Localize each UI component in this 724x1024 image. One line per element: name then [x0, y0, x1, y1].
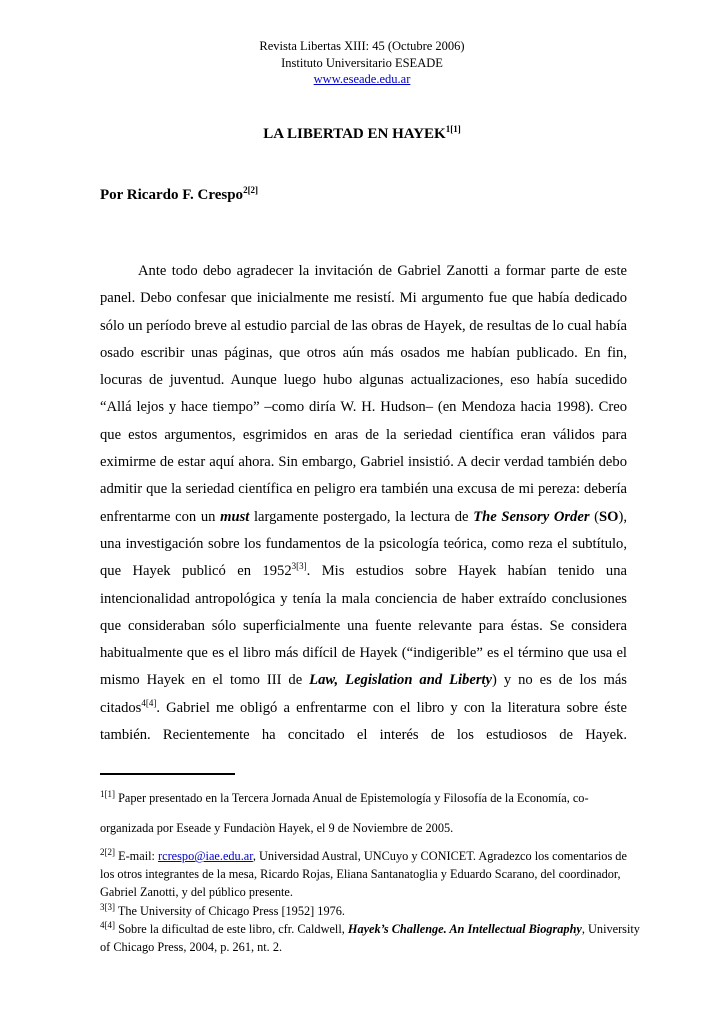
text-segment: ) y no es de los más citados — [100, 672, 627, 716]
text-segment: The University of Chicago Press [1952] 1976. — [115, 903, 345, 918]
text-segment: . Mis estudios sobre Hayek habían tenido una intencionalidad antropológica y tenía la mala conciencia de haber extraído conclusiones que consideraban sólo superficialmente una fuente relevante para éstas. Se considera habitualmente que es el libro más difícil de Hayek (“indigerible” es el término que usa el mismo Hayek en el tomo III de — [100, 563, 627, 689]
footnote-3 — [100, 902, 642, 920]
text-segment: Hayek’s Challenge. An Intellectual Biography — [347, 921, 582, 936]
footnote-2 — [100, 847, 642, 902]
text-segment: E-mail: — [115, 849, 159, 863]
footnote-separator — [100, 773, 235, 775]
footnote-ref: 4[4] — [141, 697, 157, 708]
author-name: Por Ricardo F. Crespo — [100, 187, 244, 203]
text-segment: The Sensory Order — [473, 508, 590, 525]
page-title — [0, 126, 724, 143]
footnote-ref: 3[3] — [291, 561, 307, 572]
footnote-group — [100, 847, 642, 956]
title-footnote-ref: 1[1] — [445, 124, 461, 134]
text-segment: , Universidad Austral, UNCuyo y CONICET. Agradezco los comentarios de los otros integrantes de la mesa, Ricardo Rojas, Eliana Santanatoglia y Eduardo Scarano, del coordinador, Gabriel Zanotti, y del público presente. — [100, 849, 627, 900]
text-segment: . Gabriel me obligó a enfrentarme con el libro y con la literatura sobre éste también. Recientemente ha concitado el interés de los estudiosos de Hayek. — [100, 699, 627, 744]
text-segment: Sobre la dificultad de este libro, cfr. Caldwell, — [115, 921, 348, 936]
email-link[interactable]: rcrespo@iae.edu.ar — [158, 849, 253, 863]
text-segment: must — [220, 508, 250, 525]
footnote-4 — [100, 920, 642, 956]
journal-header — [0, 38, 724, 88]
institute-name: Instituto Universitario ESEADE — [281, 55, 443, 70]
text-segment: Paper presentado en la Tercera Jornada Anual de Epistemología y Filosofía de la Economía, co-organizada por Eseade y Fundaciòn Hayek, el 9 de Noviembre de 2005. — [100, 791, 589, 835]
page-title-text: LA LIBERTAD EN HAYEK — [263, 126, 446, 142]
text-segment: largamente postergado, la lectura de — [249, 508, 474, 525]
footnote-1 — [100, 784, 640, 843]
text-segment: Law, Legislation and Liberty — [309, 672, 493, 689]
footnote-ref: 1[1] — [100, 788, 115, 799]
website-link[interactable]: www.eseade.edu.ar — [313, 72, 411, 86]
author-line — [100, 187, 258, 204]
author-footnote-ref: 2[2] — [243, 185, 259, 195]
text-segment: SO — [599, 508, 619, 525]
text-segment: ( — [589, 508, 600, 525]
footnote-ref: 4[4] — [100, 919, 115, 930]
text-segment: Ante todo debo agradecer la invitación de Gabriel Zanotti a formar parte de este panel. Debo confesar que inicialmente me resistí. Mi argumento fue que había dedicado sólo un período breve al estudio parcial de las obras de Hayek, de resultas de lo cual había osado escribir unas páginas, que otros aún más osados me habían publicado. En fin, locuras de juventud. Aunque luego hubo algunas actualizaciones, eso había sucedido “Allá lejos y hace tiempo” –como diría W. H. Hudson– (en Mendoza hacia 1998). Creo que estos argumentos, esgrimidos en aras de la seriedad científica eran válidos para eximirme de estar aquí ahora. Sin embargo, Gabriel insistió. A decir verdad también debo admitir que la seriedad científica en peligro era también una excusa de mi pereza: debería enfrentarme con un — [100, 263, 627, 525]
text-segment: ), una investigación sobre los fundamentos de la psicología teórica, como reza el subtítulo, que Hayek publicó en 1952 — [100, 508, 628, 580]
journal-title: Revista Libertas XIII: 45 (Octubre 2006) — [259, 39, 465, 53]
footnote-ref: 3[3] — [100, 901, 115, 912]
footnote-ref: 2[2] — [100, 846, 115, 857]
text-segment: , University of Chicago Press, 2004, p. 261, nt. 2. — [100, 921, 640, 955]
body-paragraph — [100, 258, 627, 749]
